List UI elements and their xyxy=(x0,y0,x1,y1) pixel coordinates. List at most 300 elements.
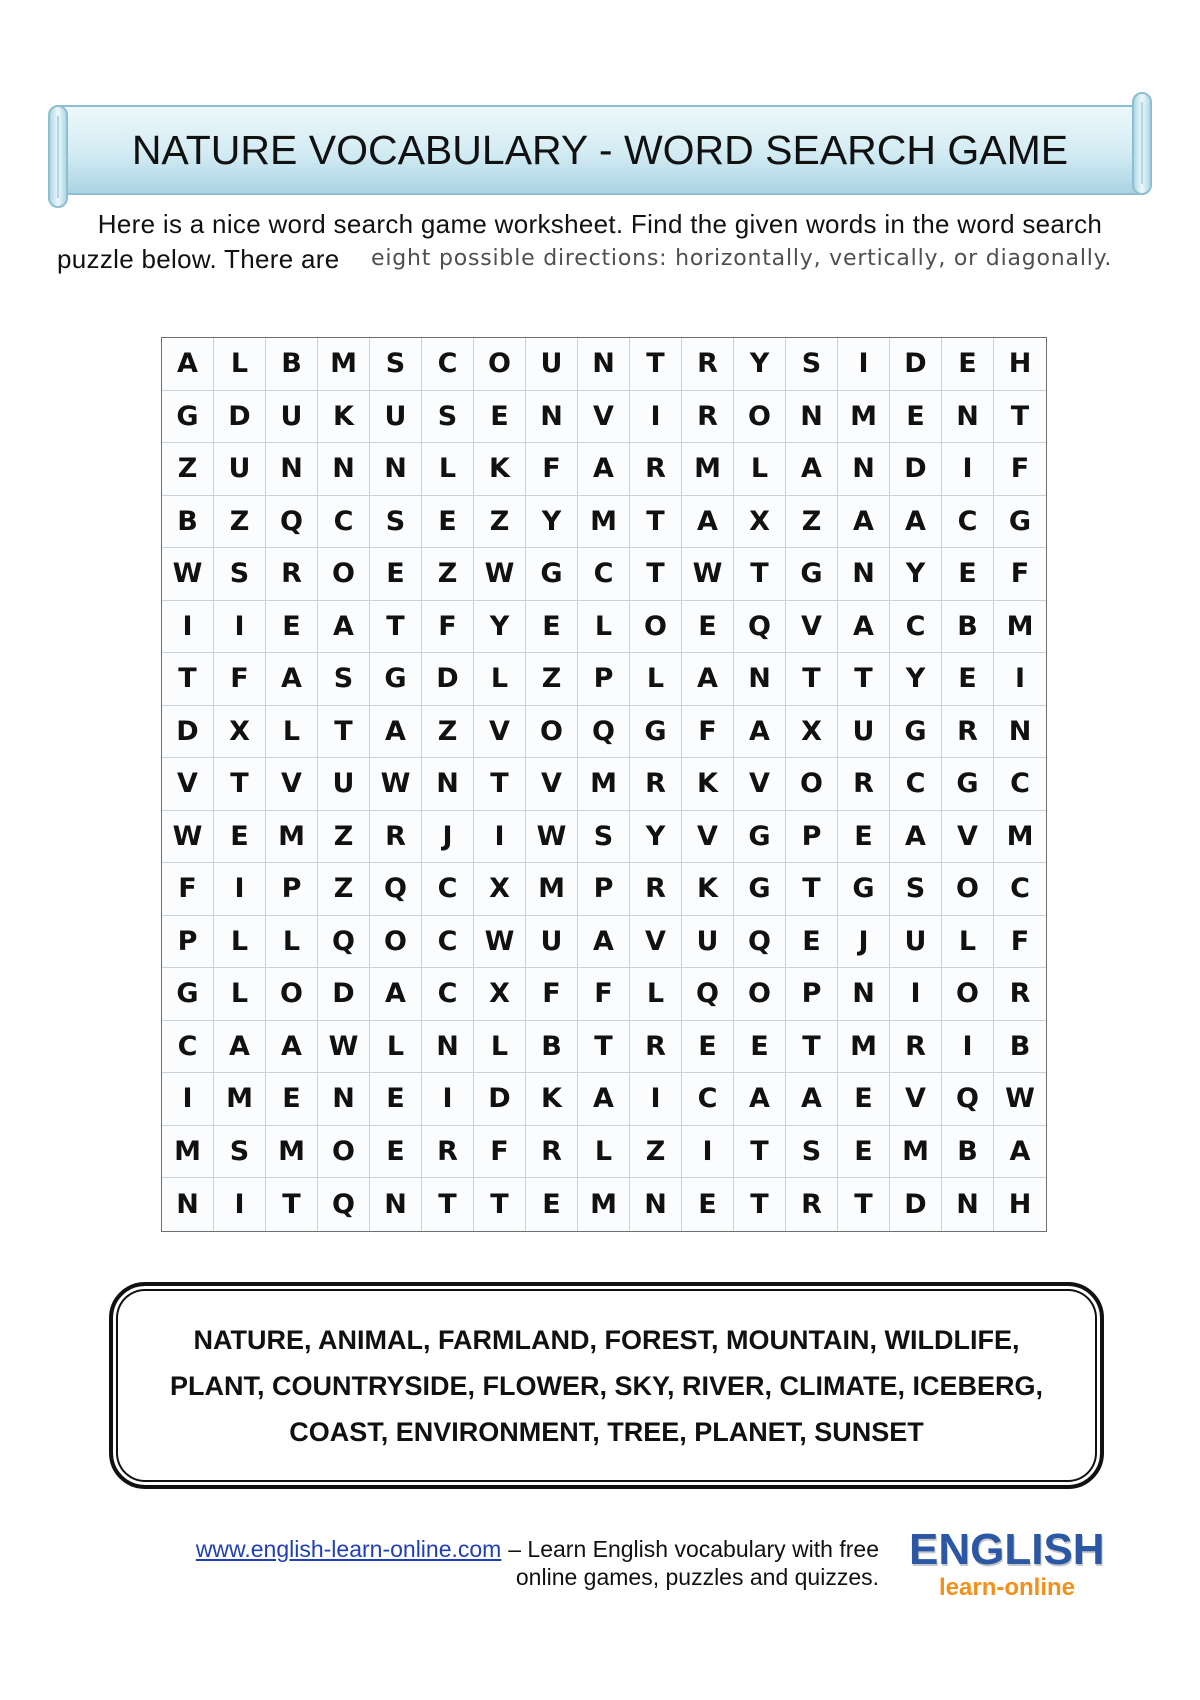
grid-cell: D xyxy=(890,1178,942,1231)
grid-cell: Y xyxy=(526,496,578,549)
grid-cell: E xyxy=(526,1178,578,1231)
grid-cell: F xyxy=(994,548,1046,601)
grid-cell: Z xyxy=(318,863,370,916)
grid-cell: S xyxy=(214,548,266,601)
grid-cell: V xyxy=(578,391,630,444)
grid-cell: S xyxy=(370,496,422,549)
grid-cell: E xyxy=(526,601,578,654)
grid-cell: Z xyxy=(630,1126,682,1179)
grid-cell: Q xyxy=(578,706,630,759)
grid-cell: L xyxy=(422,443,474,496)
grid-cell: S xyxy=(370,338,422,391)
grid-cell: N xyxy=(318,1073,370,1126)
grid-cell: E xyxy=(734,1021,786,1074)
grid-cell: J xyxy=(422,811,474,864)
grid-cell: R xyxy=(370,811,422,864)
grid-cell: T xyxy=(422,1178,474,1231)
grid-cell: T xyxy=(630,496,682,549)
grid-cell: Y xyxy=(890,653,942,706)
grid-cell: T xyxy=(630,338,682,391)
grid-cell: N xyxy=(578,338,630,391)
grid-cell: O xyxy=(474,338,526,391)
grid-cell: Y xyxy=(890,548,942,601)
grid-cell: D xyxy=(474,1073,526,1126)
grid-cell: T xyxy=(786,1021,838,1074)
grid-cell: C xyxy=(422,863,474,916)
site-link[interactable]: www.english-learn-online.com xyxy=(195,1536,502,1562)
grid-cell: Y xyxy=(734,338,786,391)
grid-cell: N xyxy=(266,443,318,496)
grid-cell: Q xyxy=(370,863,422,916)
grid-cell: L xyxy=(474,653,526,706)
grid-cell: F xyxy=(474,1126,526,1179)
grid-cell: P xyxy=(266,863,318,916)
grid-cell: E xyxy=(942,548,994,601)
grid-cell: Q xyxy=(318,1178,370,1231)
grid-cell: W xyxy=(474,548,526,601)
grid-cell: T xyxy=(214,758,266,811)
grid-cell: O xyxy=(630,601,682,654)
grid-cell: F xyxy=(994,443,1046,496)
grid-cell: B xyxy=(942,601,994,654)
grid-cell: C xyxy=(890,758,942,811)
grid-cell: G xyxy=(630,706,682,759)
grid-cell: L xyxy=(630,653,682,706)
grid-cell: M xyxy=(682,443,734,496)
grid-cell: V xyxy=(786,601,838,654)
grid-cell: R xyxy=(630,443,682,496)
grid-cell: V xyxy=(942,811,994,864)
grid-cell: Z xyxy=(422,706,474,759)
grid-cell: L xyxy=(630,968,682,1021)
grid-cell: C xyxy=(682,1073,734,1126)
logo-subtitle: learn-online xyxy=(939,1574,1076,1601)
grid-cell: A xyxy=(994,1126,1046,1179)
footer-tagline-line2: online games, puzzles and quizzes. xyxy=(515,1564,879,1590)
grid-cell: P xyxy=(578,653,630,706)
grid-cell: A xyxy=(682,653,734,706)
grid-cell: K xyxy=(682,758,734,811)
grid-cell: F xyxy=(526,443,578,496)
grid-cell: R xyxy=(266,548,318,601)
grid-cell: T xyxy=(838,1178,890,1231)
grid-cell: E xyxy=(942,338,994,391)
grid-cell: T xyxy=(474,758,526,811)
grid-cell: S xyxy=(786,338,838,391)
grid-cell: O xyxy=(370,916,422,969)
grid-cell: R xyxy=(682,338,734,391)
word-list-line: COAST, ENVIRONMENT, TREE, PLANET, SUNSET xyxy=(289,1416,924,1447)
grid-cell: C xyxy=(994,758,1046,811)
grid-cell: Y xyxy=(630,811,682,864)
grid-cell: L xyxy=(266,706,318,759)
grid-cell: W xyxy=(162,548,214,601)
grid-cell: R xyxy=(630,1021,682,1074)
grid-cell: E xyxy=(682,1021,734,1074)
grid-cell: A xyxy=(838,601,890,654)
grid-cell: W xyxy=(682,548,734,601)
grid-cell: M xyxy=(266,811,318,864)
grid-cell: T xyxy=(734,548,786,601)
grid-cell: N xyxy=(942,1178,994,1231)
grid-cell: M xyxy=(578,496,630,549)
grid-cell: U xyxy=(682,916,734,969)
grid-cell: G xyxy=(370,653,422,706)
grid-cell: Q xyxy=(734,601,786,654)
grid-cell: X xyxy=(474,863,526,916)
grid-cell: C xyxy=(942,496,994,549)
grid-cell: A xyxy=(266,1021,318,1074)
grid-cell: F xyxy=(682,706,734,759)
grid-cell: Z xyxy=(162,443,214,496)
grid-cell: S xyxy=(578,811,630,864)
grid-cell: N xyxy=(838,968,890,1021)
grid-cell: M xyxy=(214,1073,266,1126)
word-list-box xyxy=(109,1282,1104,1489)
grid-cell: E xyxy=(890,391,942,444)
grid-cell: E xyxy=(370,1073,422,1126)
footer-tagline: – Learn English vocabulary with free xyxy=(508,1536,879,1562)
grid-cell: B xyxy=(266,338,318,391)
intro-text-line2 xyxy=(0,243,1200,275)
directions-note: eight possible directions: horizontally, vertically, or diagonally. xyxy=(371,246,1113,271)
word-list-line: NATURE, ANIMAL, FARMLAND, FOREST, MOUNTAIN, WILDLIFE, xyxy=(193,1324,1020,1355)
grid-cell: N xyxy=(838,548,890,601)
grid-cell: L xyxy=(734,443,786,496)
grid-cell: I xyxy=(162,601,214,654)
grid-cell: M xyxy=(162,1126,214,1179)
grid-cell: R xyxy=(682,391,734,444)
grid-cell: E xyxy=(838,1126,890,1179)
grid-cell: G xyxy=(838,863,890,916)
grid-cell: I xyxy=(214,1178,266,1231)
grid-cell: C xyxy=(318,496,370,549)
grid-cell: G xyxy=(526,548,578,601)
grid-cell: A xyxy=(370,968,422,1021)
grid-cell: R xyxy=(422,1126,474,1179)
grid-cell: Z xyxy=(526,653,578,706)
grid-cell: A xyxy=(162,338,214,391)
grid-cell: G xyxy=(734,863,786,916)
grid-cell: M xyxy=(838,1021,890,1074)
grid-cell: G xyxy=(942,758,994,811)
grid-cell: F xyxy=(214,653,266,706)
grid-cell: F xyxy=(422,601,474,654)
grid-cell: F xyxy=(162,863,214,916)
grid-cell: D xyxy=(422,653,474,706)
grid-cell: M xyxy=(318,338,370,391)
grid-cell: A xyxy=(682,496,734,549)
footer-line1 xyxy=(90,1535,879,1563)
grid-cell: V xyxy=(630,916,682,969)
grid-cell: E xyxy=(214,811,266,864)
grid-cell: R xyxy=(942,706,994,759)
grid-cell: K xyxy=(526,1073,578,1126)
grid-cell: Z xyxy=(786,496,838,549)
grid-cell: A xyxy=(734,706,786,759)
grid-cell: J xyxy=(838,916,890,969)
intro-text-lead: puzzle below. There are xyxy=(57,244,340,274)
grid-cell: L xyxy=(266,916,318,969)
grid-cell: Q xyxy=(734,916,786,969)
grid-cell: E xyxy=(266,601,318,654)
grid-cell: N xyxy=(734,653,786,706)
grid-cell: F xyxy=(578,968,630,1021)
grid-cell: A xyxy=(578,1073,630,1126)
grid-cell: E xyxy=(682,601,734,654)
grid-cell: M xyxy=(994,601,1046,654)
grid-cell: M xyxy=(890,1126,942,1179)
grid-cell: T xyxy=(370,601,422,654)
grid-cell: Q xyxy=(318,916,370,969)
grid-cell: I xyxy=(890,968,942,1021)
grid-cell: N xyxy=(162,1178,214,1231)
grid-cell: A xyxy=(786,443,838,496)
grid-cell: M xyxy=(578,758,630,811)
grid-cell: N xyxy=(786,391,838,444)
grid-cell: S xyxy=(786,1126,838,1179)
grid-cell: C xyxy=(422,338,474,391)
grid-cell: A xyxy=(214,1021,266,1074)
grid-cell: X xyxy=(786,706,838,759)
grid-cell: V xyxy=(526,758,578,811)
grid-cell: A xyxy=(578,916,630,969)
grid-cell: I xyxy=(630,391,682,444)
grid-cell: B xyxy=(162,496,214,549)
grid-cell: L xyxy=(214,338,266,391)
grid-cell: Z xyxy=(474,496,526,549)
grid-cell: T xyxy=(734,1178,786,1231)
grid-cell: V xyxy=(474,706,526,759)
grid-cell: M xyxy=(266,1126,318,1179)
grid-cell: N xyxy=(318,443,370,496)
grid-cell: Z xyxy=(214,496,266,549)
grid-cell: Q xyxy=(266,496,318,549)
grid-cell: D xyxy=(162,706,214,759)
grid-cell: L xyxy=(942,916,994,969)
grid-cell: N xyxy=(526,391,578,444)
grid-cell: N xyxy=(994,706,1046,759)
grid-cell: D xyxy=(318,968,370,1021)
grid-cell: D xyxy=(890,338,942,391)
grid-cell: N xyxy=(630,1178,682,1231)
grid-cell: A xyxy=(734,1073,786,1126)
grid-cell: V xyxy=(162,758,214,811)
grid-cell: S xyxy=(318,653,370,706)
grid-cell: O xyxy=(942,863,994,916)
grid-cell: I xyxy=(214,601,266,654)
grid-cell: U xyxy=(890,916,942,969)
grid-cell: E xyxy=(786,916,838,969)
grid-cell: E xyxy=(838,1073,890,1126)
grid-cell: G xyxy=(162,391,214,444)
grid-cell: D xyxy=(890,443,942,496)
grid-cell: P xyxy=(162,916,214,969)
grid-cell: B xyxy=(526,1021,578,1074)
grid-cell: C xyxy=(162,1021,214,1074)
grid-cell: E xyxy=(422,496,474,549)
grid-cell: X xyxy=(734,496,786,549)
grid-cell: T xyxy=(318,706,370,759)
grid-cell: G xyxy=(994,496,1046,549)
grid-cell: Q xyxy=(682,968,734,1021)
grid-cell: R xyxy=(630,758,682,811)
grid-cell: P xyxy=(786,968,838,1021)
grid-cell: W xyxy=(370,758,422,811)
grid-cell: R xyxy=(526,1126,578,1179)
grid-cell: I xyxy=(630,1073,682,1126)
grid-cell: T xyxy=(734,1126,786,1179)
grid-cell: E xyxy=(682,1178,734,1231)
grid-cell: F xyxy=(526,968,578,1021)
grid-cell: R xyxy=(630,863,682,916)
grid-cell: P xyxy=(578,863,630,916)
grid-cell: U xyxy=(526,338,578,391)
grid-cell: O xyxy=(318,1126,370,1179)
grid-cell: G xyxy=(786,548,838,601)
grid-cell: H xyxy=(1008,1188,1032,1220)
grid-cell: N xyxy=(422,758,474,811)
grid-cell: M xyxy=(994,811,1046,864)
intro-text-line1: Here is a nice word search game worksheet. Find the given words in the word search xyxy=(97,209,1103,239)
grid-cell: S xyxy=(890,863,942,916)
grid-cell: W xyxy=(526,811,578,864)
grid-cell: I xyxy=(162,1073,214,1126)
grid-cell: T xyxy=(838,653,890,706)
grid-cell: C xyxy=(890,601,942,654)
grid-cell: X xyxy=(474,968,526,1021)
grid-cell: Q xyxy=(942,1073,994,1126)
grid-cell: I xyxy=(994,653,1046,706)
grid-cell: U xyxy=(318,758,370,811)
grid-cell: A xyxy=(578,443,630,496)
grid-cell: K xyxy=(474,443,526,496)
grid-cell: D xyxy=(214,391,266,444)
grid-cell: T xyxy=(474,1178,526,1231)
grid-cell: T xyxy=(786,863,838,916)
grid-cell: S xyxy=(214,1126,266,1179)
grid-cell: W xyxy=(994,1073,1046,1126)
grid-cell: B xyxy=(994,1021,1046,1074)
grid-cell: K xyxy=(682,863,734,916)
grid-cell: N xyxy=(422,1021,474,1074)
grid-cell: C xyxy=(578,548,630,601)
grid-cell: T xyxy=(994,391,1046,444)
grid-cell: L xyxy=(370,1021,422,1074)
grid-cell: N xyxy=(838,443,890,496)
grid-cell: G xyxy=(162,968,214,1021)
grid-cell: O xyxy=(318,548,370,601)
grid-cell: L xyxy=(214,968,266,1021)
grid-cell: X xyxy=(214,706,266,759)
grid-cell: I xyxy=(214,863,266,916)
grid-cell: R xyxy=(994,968,1046,1021)
grid-cell: O xyxy=(786,758,838,811)
grid-cell: U xyxy=(526,916,578,969)
grid-cell: Y xyxy=(474,601,526,654)
grid-cell: T xyxy=(162,653,214,706)
grid-cell: G xyxy=(890,706,942,759)
grid-cell: U xyxy=(214,443,266,496)
grid-cell: K xyxy=(318,391,370,444)
grid-cell: L xyxy=(214,916,266,969)
grid-cell: M xyxy=(838,391,890,444)
grid-cell: P xyxy=(786,811,838,864)
grid-cell: C xyxy=(994,863,1046,916)
grid-cell: W xyxy=(474,916,526,969)
grid-cell: E xyxy=(838,811,890,864)
grid-cell: O xyxy=(734,968,786,1021)
grid-cell: O xyxy=(734,391,786,444)
grid-cell: T xyxy=(266,1178,318,1231)
grid-cell: L xyxy=(578,1126,630,1179)
grid-cell: E xyxy=(474,391,526,444)
grid-cell: I xyxy=(942,443,994,496)
grid-cell: Z xyxy=(318,811,370,864)
grid-cell: V xyxy=(266,758,318,811)
grid-cell: L xyxy=(474,1021,526,1074)
grid-cell: N xyxy=(370,443,422,496)
footer xyxy=(90,1535,879,1591)
page-title: NATURE VOCABULARY - WORD SEARCH GAME xyxy=(131,127,1069,173)
grid-cell: E xyxy=(370,548,422,601)
grid-cell: V xyxy=(734,758,786,811)
grid-cell: M xyxy=(578,1178,630,1231)
grid-cell: R xyxy=(786,1178,838,1231)
grid-cell: W xyxy=(318,1021,370,1074)
grid-cell: M xyxy=(526,863,578,916)
grid-cell: E xyxy=(942,653,994,706)
grid-cell: T xyxy=(630,548,682,601)
word-list-line: PLANT, COUNTRYSIDE, FLOWER, SKY, RIVER, CLIMATE, ICEBERG, xyxy=(169,1370,1044,1401)
grid-cell: I xyxy=(422,1073,474,1126)
grid-cell: E xyxy=(266,1073,318,1126)
grid-cell: R xyxy=(838,758,890,811)
grid-cell: A xyxy=(838,496,890,549)
grid-cell: A xyxy=(890,496,942,549)
grid-cell: I xyxy=(474,811,526,864)
grid-cell: G xyxy=(734,811,786,864)
grid-cell: O xyxy=(942,968,994,1021)
grid-cell: A xyxy=(318,601,370,654)
grid-cell: B xyxy=(942,1126,994,1179)
grid-cell: I xyxy=(682,1126,734,1179)
grid-cell: F xyxy=(994,916,1046,969)
grid-cell: E xyxy=(370,1126,422,1179)
grid-cell: Z xyxy=(422,548,474,601)
grid-cell: U xyxy=(370,391,422,444)
grid-cell: W xyxy=(162,811,214,864)
grid-cell: A xyxy=(890,811,942,864)
grid-cell: O xyxy=(526,706,578,759)
grid-cell: V xyxy=(682,811,734,864)
grid-cell: T xyxy=(578,1021,630,1074)
grid-cell: C xyxy=(422,916,474,969)
grid-cell: A xyxy=(786,1073,838,1126)
grid-cell: U xyxy=(266,391,318,444)
grid-cell: A xyxy=(370,706,422,759)
grid-cell: H xyxy=(994,338,1046,391)
word-search-grid xyxy=(161,337,1047,1232)
grid-cell: R xyxy=(890,1021,942,1074)
grid-cell: N xyxy=(942,391,994,444)
grid-cell: V xyxy=(890,1073,942,1126)
grid-cell: U xyxy=(838,706,890,759)
grid-cell: I xyxy=(838,338,890,391)
grid-cell: O xyxy=(266,968,318,1021)
grid-cell: N xyxy=(370,1178,422,1231)
grid-cell: T xyxy=(786,653,838,706)
